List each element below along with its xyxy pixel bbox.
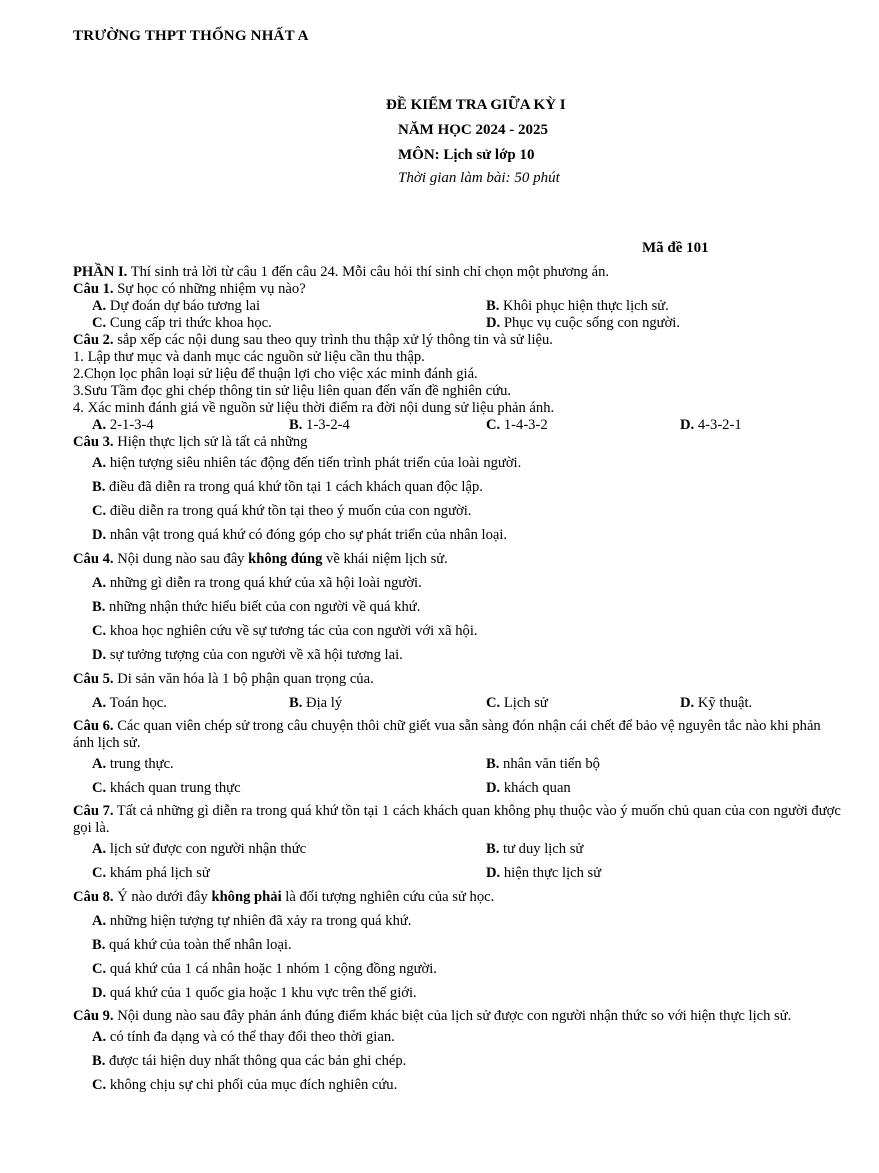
part-label: PHẦN I. — [73, 264, 128, 280]
option-d[interactable]: D. Phục vụ cuộc sống con người. — [486, 315, 680, 331]
question-label: Câu 1. — [73, 281, 114, 297]
option-d[interactable]: D. khách quan — [486, 780, 571, 796]
question-label: Câu 6. — [73, 718, 114, 734]
option-c[interactable]: C. khách quan trung thực — [92, 780, 241, 796]
options-row — [73, 837, 843, 861]
question-text: Di sản văn hóa là 1 bộ phận quan trọng của. — [113, 671, 374, 687]
options-row — [73, 298, 843, 315]
option-d[interactable]: D. quá khứ của 1 quốc gia hoặc 1 khu vực trên thế giới. — [92, 985, 417, 1001]
question-label: Câu 5. — [73, 671, 114, 687]
step-4: 4. Xác minh đánh giá về nguồn sử liệu thời điểm ra đời nội dung sử liệu phản ánh. — [73, 400, 555, 416]
option-c[interactable]: C. 1-4-3-2 — [486, 417, 548, 433]
question-label: Câu 7. — [73, 803, 114, 819]
question-8: Câu 8. Ý nào dưới đây không phải là đối tượng nghiên cứu của sử học. — [73, 889, 495, 905]
option-c[interactable]: C. Cung cấp tri thức khoa học. — [92, 315, 272, 331]
options-row — [73, 861, 843, 885]
option-d[interactable]: D. Kỹ thuật. — [680, 695, 753, 711]
option-a[interactable]: A. Toán học. — [92, 695, 167, 711]
option-b[interactable]: B. được tái hiện duy nhất thông qua các bản ghi chép. — [92, 1053, 407, 1069]
school-name: TRƯỜNG THPT THỐNG NHẤT A — [73, 28, 309, 44]
option-a[interactable]: A. trung thực. — [92, 756, 174, 772]
options-row — [73, 776, 843, 800]
question-9 — [73, 1008, 843, 1025]
question-text: sắp xếp các nội dung sau theo quy trình thu thập xử lý thông tin và sử liệu. — [113, 332, 553, 348]
options-row — [73, 315, 843, 332]
question-label: Câu 9. — [73, 1008, 114, 1024]
option-a[interactable]: A. những hiện tượng tự nhiên đã xảy ra trong quá khứ. — [92, 913, 412, 929]
question-4: Câu 4. Nội dung nào sau đây không đúng về khái niệm lịch sử. — [73, 551, 448, 567]
emphasis: không phải — [211, 889, 282, 905]
option-a[interactable]: A. lịch sử được con người nhận thức — [92, 841, 307, 857]
part-instruction — [73, 264, 843, 281]
option-a[interactable]: A. Dự đoán dự báo tương lai — [92, 298, 261, 314]
question-label: Câu 2. — [73, 332, 114, 348]
options-row — [73, 691, 843, 715]
option-c[interactable]: C. quá khứ của 1 cá nhân hoặc 1 nhóm 1 cộng đồng người. — [92, 961, 437, 977]
option-c[interactable]: C. Lịch sử — [486, 695, 548, 711]
exam-code: Mã đề 101 — [642, 240, 709, 256]
option-d[interactable]: D. 4-3-2-1 — [680, 417, 742, 433]
option-a[interactable]: A. 2-1-3-4 — [92, 417, 154, 433]
question-label: Câu 4. — [73, 551, 114, 567]
option-c[interactable]: C. không chịu sự chi phối của mục đích nghiên cứu. — [92, 1077, 398, 1093]
question-6 — [73, 718, 843, 752]
step-1: 1. Lập thư mục và danh mục các nguồn sử liệu cần thu thập. — [73, 349, 425, 365]
options-row — [73, 417, 843, 434]
exam-title: ĐỀ KIỂM TRA GIỮA KỲ I — [386, 97, 566, 113]
option-d[interactable]: D. sự tưởng tượng của con người về xã hội tương lai. — [92, 647, 403, 663]
option-a[interactable]: A. những gì diễn ra trong quá khứ của xã hội loài người. — [92, 575, 422, 591]
question-2 — [73, 332, 843, 349]
question-label: Câu 3. — [73, 434, 114, 450]
school-year: NĂM HỌC 2024 - 2025 — [398, 122, 548, 138]
option-b[interactable]: B. tư duy lịch sử — [486, 841, 584, 857]
option-a[interactable]: A. có tính đa dạng và có thể thay đổi theo thời gian. — [92, 1029, 395, 1045]
option-c[interactable]: C. khoa học nghiên cứu về sự tương tác của con người với xã hội. — [92, 623, 478, 639]
exam-time: Thời gian làm bài: 50 phút — [398, 170, 560, 186]
option-b[interactable]: B. điều đã diễn ra trong quá khứ tồn tại 1 cách khách quan độc lập. — [92, 479, 483, 495]
emphasis: không đúng — [248, 551, 323, 567]
step-2: 2.Chọn lọc phân loại sử liệu để thuận lợi cho việc xác minh đánh giá. — [73, 366, 478, 382]
question-text: Tất cả những gì diễn ra trong quá khứ tồn tại 1 cách khách quan không phụ thuộc vào ý muốn chủ quan của con người được gọi là. — [73, 803, 841, 836]
question-text: Nội dung nào sau đây phản ánh đúng điểm khác biệt của lịch sử được con người nhận thức so với hiện thực lịch sử. — [113, 1008, 792, 1024]
option-b[interactable]: B. 1-3-2-4 — [289, 417, 350, 433]
question-5 — [73, 667, 843, 691]
step-3: 3.Sưu Tầm đọc ghi chép thông tin sử liệu liên quan đến vấn đề nghiên cứu. — [73, 383, 512, 399]
question-text: Các quan viên chép sử trong câu chuyện thôi chữ giết vua sẵn sàng đón nhận cái chết để bảo vệ nguyên tắc nào khi phản ánh lịch sử. — [73, 718, 821, 751]
option-d[interactable]: D. hiện thực lịch sử — [486, 865, 602, 881]
option-d[interactable]: D. nhân vật trong quá khứ có đóng góp cho sự phát triển của nhân loại. — [92, 527, 508, 543]
option-b[interactable]: B. Khôi phục hiện thực lịch sử. — [486, 298, 669, 314]
option-b[interactable]: B. nhân văn tiến bộ — [486, 756, 600, 772]
option-b[interactable]: B. quá khứ của toàn thể nhân loại. — [92, 937, 292, 953]
question-1 — [73, 281, 843, 298]
option-a[interactable]: A. hiện tượng siêu nhiên tác động đến tiến trình phát triển của loài người. — [92, 455, 522, 471]
subject: MÔN: Lịch sử lớp 10 — [398, 147, 535, 163]
question-3 — [73, 434, 843, 451]
question-text: Hiện thực lịch sử là tất cả những — [113, 434, 308, 450]
options-row — [73, 752, 843, 776]
option-b[interactable]: B. những nhận thức hiểu biết của con người về quá khứ. — [92, 599, 421, 615]
part-text: Thí sinh trả lời từ câu 1 đến câu 24. Mỗi câu hỏi thí sinh chỉ chọn một phương án. — [127, 264, 610, 280]
option-b[interactable]: B. Địa lý — [289, 695, 343, 711]
question-label: Câu 8. — [73, 889, 114, 905]
option-c[interactable]: C. khám phá lịch sử — [92, 865, 210, 881]
question-text: Sự học có những nhiệm vụ nào? — [113, 281, 306, 297]
question-7 — [73, 803, 843, 837]
exam-content — [73, 264, 843, 1097]
option-c[interactable]: C. điều diễn ra trong quá khứ tồn tại theo ý muốn của con người. — [92, 503, 472, 519]
